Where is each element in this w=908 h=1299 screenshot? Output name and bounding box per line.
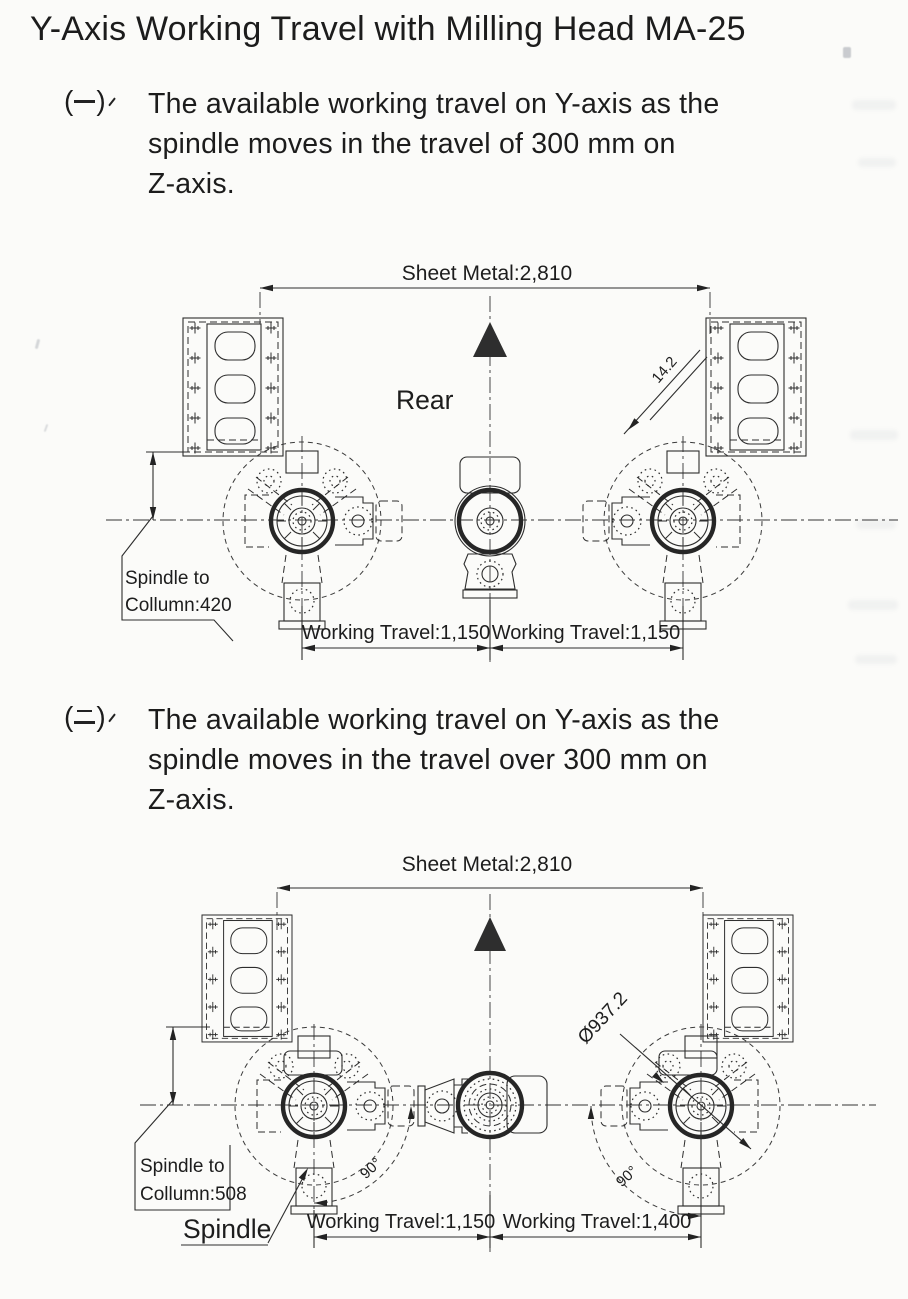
cjk-one-glyph <box>73 86 96 114</box>
section-2-line-2: spindle moves in the travel over 300 mm on <box>148 744 708 776</box>
rear-arrow-icon <box>474 917 506 951</box>
spindle-to-column-label-1: Spindle to <box>140 1156 225 1177</box>
sheet-metal-dimension-label: Sheet Metal:2,810 <box>401 853 573 876</box>
working-travel-right-label: Working Travel:1,150 <box>491 622 681 644</box>
section-2-text <box>148 700 719 820</box>
scan-artifact <box>852 100 896 110</box>
working-travel-left-label: Working Travel:1,150 <box>301 622 491 644</box>
section-1-line-1: The available working travel on Y-axis as the <box>148 88 720 120</box>
section-1-text <box>148 84 719 204</box>
spindle-leader <box>268 1172 306 1243</box>
dim-14-2-label: 14.2 <box>648 353 681 387</box>
rear-label: Rear <box>396 385 454 415</box>
cjk-two-glyph <box>73 702 96 730</box>
rear-arrow-icon <box>473 322 507 357</box>
section-2 <box>64 700 719 820</box>
section-2-line-1: The available working travel on Y-axis as the <box>148 704 720 736</box>
diameter-label: Ø937.2 <box>574 988 632 1049</box>
working-travel-left-label: Working Travel:1,150 <box>306 1211 496 1233</box>
diagram-2 <box>0 848 908 1268</box>
page-title: Y-Axis Working Travel with Milling Head MA-25 <box>30 10 746 48</box>
left-milling-head <box>235 1027 414 1214</box>
sheet-metal-dimension-label: Sheet Metal:2,810 <box>401 262 573 285</box>
swing-angle-right-label: 90° <box>612 1162 642 1191</box>
right-milling-head <box>583 442 762 629</box>
spindle-to-column-label-2: Collumn:420 <box>125 595 232 616</box>
section-1-line-2: spindle moves in the travel of 300 mm on <box>148 128 676 160</box>
left-column-block <box>202 915 292 1042</box>
right-column-block <box>703 915 793 1042</box>
scan-artifact <box>858 158 896 167</box>
open-paren: ( <box>64 701 74 732</box>
section-1-line-3: Z-axis. <box>148 168 235 200</box>
section-1-marker <box>64 84 148 204</box>
close-paren: ) <box>96 85 106 116</box>
swing-angle-left-label: 90° <box>356 1154 386 1183</box>
spindle-to-column-label-1: Spindle to <box>125 568 210 589</box>
section-2-line-3: Z-axis. <box>148 784 235 816</box>
section-1 <box>64 84 719 204</box>
left-milling-head <box>223 442 402 629</box>
working-travel-right-label: Working Travel:1,400 <box>502 1211 692 1233</box>
scan-artifact <box>843 47 851 58</box>
open-paren: ( <box>64 85 74 116</box>
right-column-block <box>706 318 806 456</box>
section-2-marker <box>64 700 148 820</box>
spindle-label: Spindle <box>183 1214 272 1244</box>
close-paren: ) <box>96 701 106 732</box>
ideographic-comma <box>106 704 118 726</box>
ideographic-comma <box>106 88 118 110</box>
left-column-block <box>183 318 283 456</box>
diagram-1 <box>0 252 908 680</box>
spindle-to-column-label-2: Collumn:508 <box>140 1184 247 1205</box>
